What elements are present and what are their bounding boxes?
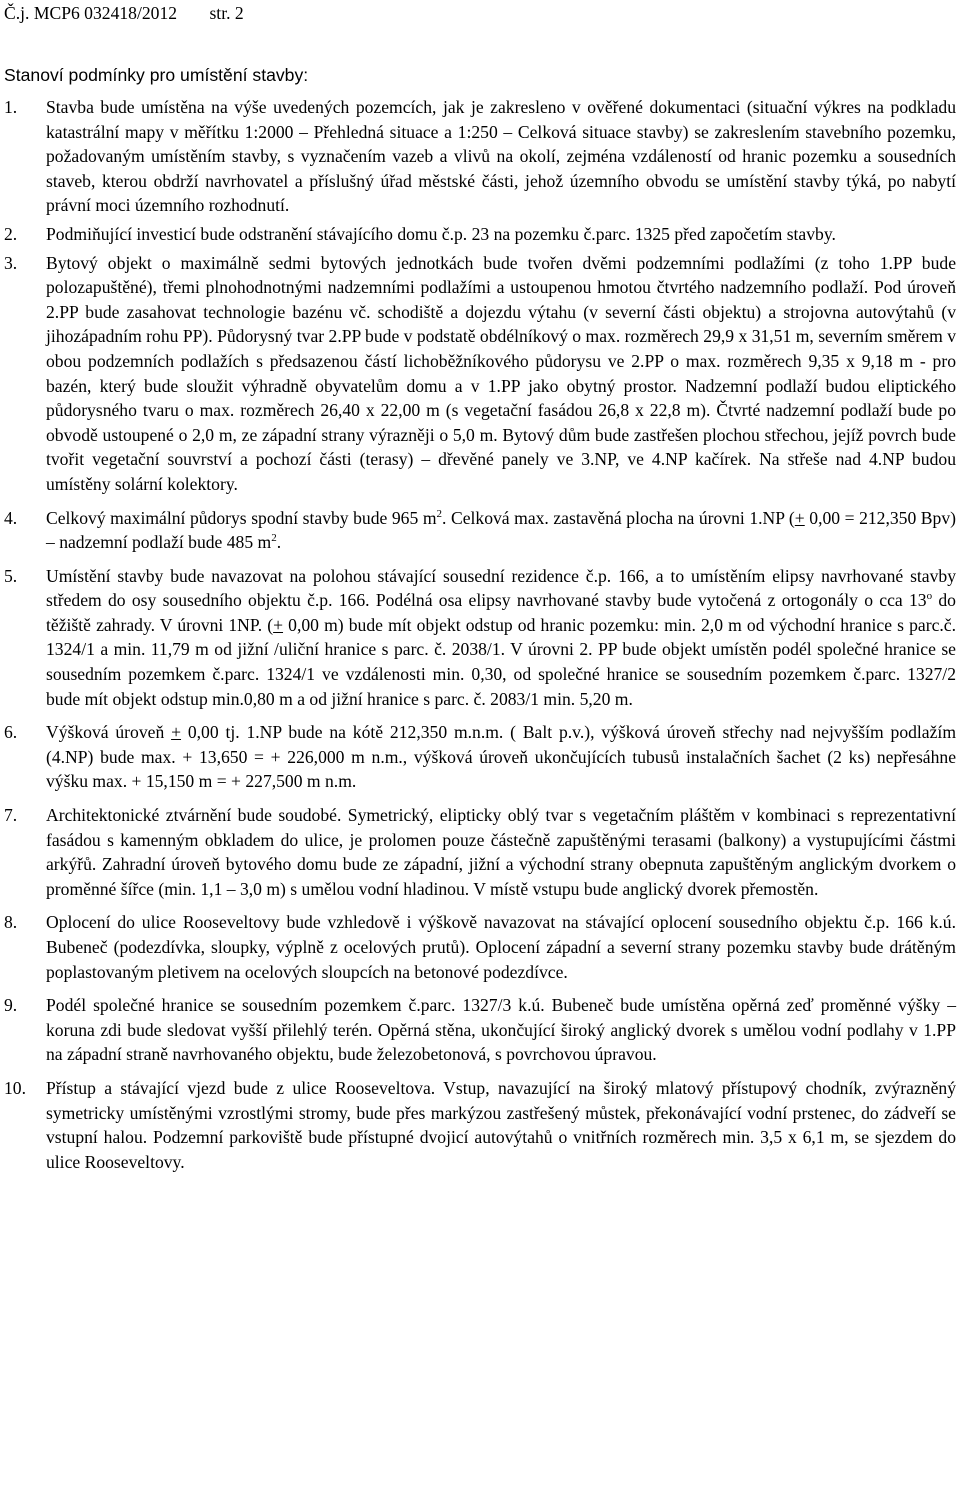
item-text-part: . <box>276 532 282 553</box>
item-number: 7. <box>4 805 18 826</box>
item-text-part: Umístění stavby bude navazovat na polohou stávající sousední rezidence č.p. 166, a to umístěním elipsy navrhované stavby středem do osy sousedního objektu č.p. 166. Podélná osa elipsy navrhované stavby bude vytočená z ortogonály o cca 13 <box>46 565 956 611</box>
item-text: Oplocení do ulice Rooseveltovy bude vzhledově i výškově navazovat na stávající oplocení sousedního objektu č.p. 166 k.ú. Bubeneč (podezdívka, sloupky, výplně z ocelových prutů). Oplocení západní a severní strany pozemku stavby bude drátěným poplastovaným pletivem na ocelových sloupcích na betonové podezdívce. <box>46 912 956 982</box>
item-text: Podél společné hranice se sousedním pozemkem č.parc. 1327/3 k.ú. Bubeneč bude umístěna opěrná zeď proměnné výšky – koruna zdi bude sledovat vyšší přilehlý terén. Opěrná stěna, ukončující široký anglický dvorek s umělou vodní podlahy v 1.PP na západní straně navrhovaného objektu, bude železobetonová, s povrchovou úpravou. <box>46 995 956 1065</box>
item-number: 9. <box>4 995 18 1016</box>
conditions-list <box>4 95 956 1174</box>
page-number: str. 2 <box>209 3 244 23</box>
superscript: 2 <box>271 532 277 545</box>
item-number: 10. <box>4 1077 26 1098</box>
plus-minus-sign: + <box>273 614 284 635</box>
condition-item-10 <box>4 1076 956 1174</box>
item-text-part: 0,00 tj. 1.NP bude na kótě 212,350 m.n.m. ( Balt p.v.), výšková úroveň střechy nad nejvyšším podlažím (4.NP) bude max. + 13,650 = + 226,000 m n.m., výšková úroveň ukončujících tubusů instalačních šachet (2 ks) nepřesáhne výšku max. + 15,150 m = + 227,500 m n.m. <box>46 722 957 792</box>
item-number: 3. <box>4 252 18 273</box>
item-number: 8. <box>4 912 18 933</box>
item-text <box>46 720 956 794</box>
condition-item-6 <box>4 720 956 794</box>
document-reference: Č.j. MCP6 032418/2012 <box>4 3 178 23</box>
condition-item-7 <box>4 803 956 901</box>
item-number: 6. <box>4 722 18 743</box>
item-text-part: 0,00 m) bude mít objekt odstup od hranic pozemku: min. 2,0 m od východní hranice s parc.č. 1324/1 a min. 11,79 m od jižní /uliční hranice s parc. č. 2038/1. V úrovni 2. PP bude objekt umístěn podél společné hranice se sousedním pozemkem č.parc. 1324/1 ve vzdálenosti min. 0,30, od společné hranice se sousedním pozemkem č.parc. 1327/2 bude mít objekt odstup min.0,80 m a od jižní hranice s parc. č. 2083/1 min. 5,20 m. <box>46 614 956 709</box>
item-text: Bytový objekt o maximálně sedmi bytových jednotkách bude tvořen dvěmi podzemními podlažími (z toho 1.PP bude polozapuštěné), třemi plnohodnotnými nadzemními podlažími a ustoupenou hmotou čtvrtého nadzemního podlaží. Pod úroveň 2.PP bude zasahovat technologie bazénu vč. schodiště a dojezdu výtahu (v severní části objektu) a strojovna autovýtahů (v jihozápadním rohu PP). Půdorysný tvar 2.PP bude v podstatě obdélníkový o max. rozměrech 29,9 x 31,51 m, severním směrem v obou podzemních podlažích s předsazenou částí lichoběžníkového půdorysu ve 2.PP o max. rozměrech 9,35 x 9,18 m - pro bazén, který bude sloužit výhradně obyvatelům domu a v 1.PP jako obytný prostor. Nadzemní podlaží budou eliptického půdorysného tvaru o max. rozměrech 26,40 x 22,00 m (s vegetační fasádou 26,8 x 22,8 m). Čtvrté nadzemní podlaží bude po obvodě ustoupené o 2,0 m, ze západní strany výrazněji o 5,0 m. Bytový dům bude zastřešen plochou střechou, jejíž povrch bude tvořit vegetační souvrství a pochozí části (terasy) – dřevěné panely ve 3.NP, ve 4.NP kačírek. Na střeše nad 4.NP budou umístěny solární kolektory. <box>46 252 956 494</box>
page-header <box>4 0 244 26</box>
item-text <box>46 506 956 555</box>
item-text: Podmiňující investicí bude odstranění stávajícího domu č.p. 23 na pozemku č.parc. 1325 před započetím stavby. <box>46 223 836 244</box>
item-text-part: Celkový maximální půdorys spodní stavby bude 965 m <box>46 507 437 528</box>
item-number: 4. <box>4 507 18 528</box>
condition-item-1 <box>4 95 956 218</box>
item-text-part: do těžiště zahrady. V úrovni 1NP. ( <box>46 590 956 635</box>
condition-item-9 <box>4 993 956 1067</box>
item-text: Architektonické ztvárnění bude soudobé. Symetrický, elipticky oblý tvar s vegetačním pláštěm v kombinaci s reprezentativní fasádou s kamenným obkladem do ulice, je prolomen pouze částečně zapuštěnými terasami (balkony) a vystupujícími částmi arkýřů. Zahradní úroveň bytového domu bude ze západní, jižní a východní strany obepnuta zapuštěným anglickým dvorkem o proměnné šířce (min. 1,1 – 3,0 m) s umělou vodní hladinou. V místě vstupu bude anglický dvorek přemostěn. <box>46 805 956 899</box>
condition-item-8 <box>4 910 956 984</box>
superscript: o <box>926 590 933 603</box>
condition-item-5 <box>4 564 956 712</box>
condition-item-4 <box>4 506 956 555</box>
item-number: 2. <box>4 223 18 244</box>
plus-minus-sign: + <box>171 722 182 743</box>
item-number: 5. <box>4 565 18 586</box>
item-text <box>46 564 956 712</box>
item-text-part: Výšková úroveň <box>46 722 172 743</box>
condition-item-3 <box>4 251 956 497</box>
condition-item-2 <box>4 222 956 247</box>
item-text-part: 0,00 = 212,350 Bpv) – nadzemní podlaží bude 485 m <box>46 507 956 553</box>
item-number: 1. <box>4 97 18 117</box>
superscript: 2 <box>436 507 443 520</box>
section-title: Stanoví podmínky pro umístění stavby: <box>4 65 309 85</box>
item-text: Stavba bude umístěna na výše uvedených pozemcích, jak je zakresleno v ověřené dokumentaci (situační výkres na podkladu katastrální mapy v měřítku 1:2000 – Přehledná situace a 1:250 – Celková situace stavby) se zakreslením stavebního pozemku, požadovaným umístěním stavby, s vyznačením vazeb a vlivů na okolí, zejména vzdáleností od hranic pozemku a sousedních staveb, kterou obdrží navrhovatel a příslušný úřad městské části, jehož územního obvodu se umístění stavby týká, po nabytí právní moci územního rozhodnutí. <box>46 97 956 216</box>
plus-minus-sign: + <box>794 507 805 528</box>
item-text-part: . Celková max. zastavěná plocha na úrovni 1.NP ( <box>442 507 795 528</box>
item-text: Přístup a stávající vjezd bude z ulice Rooseveltova. Vstup, navazující na široký mlatový přístupový chodník, zvýrazněný symetricky umístěnými vzrostlými stromy, bude přes markýzou zastřešený můstek, překonávající vodní prstenec, do zádveří se vstupní halou. Podzemní parkoviště bude přístupné dvojicí autovýtahů o vnitřních rozměrech min. 3,5 x 6,1 m, se sjezdem do ulice Rooseveltovy. <box>46 1077 956 1172</box>
